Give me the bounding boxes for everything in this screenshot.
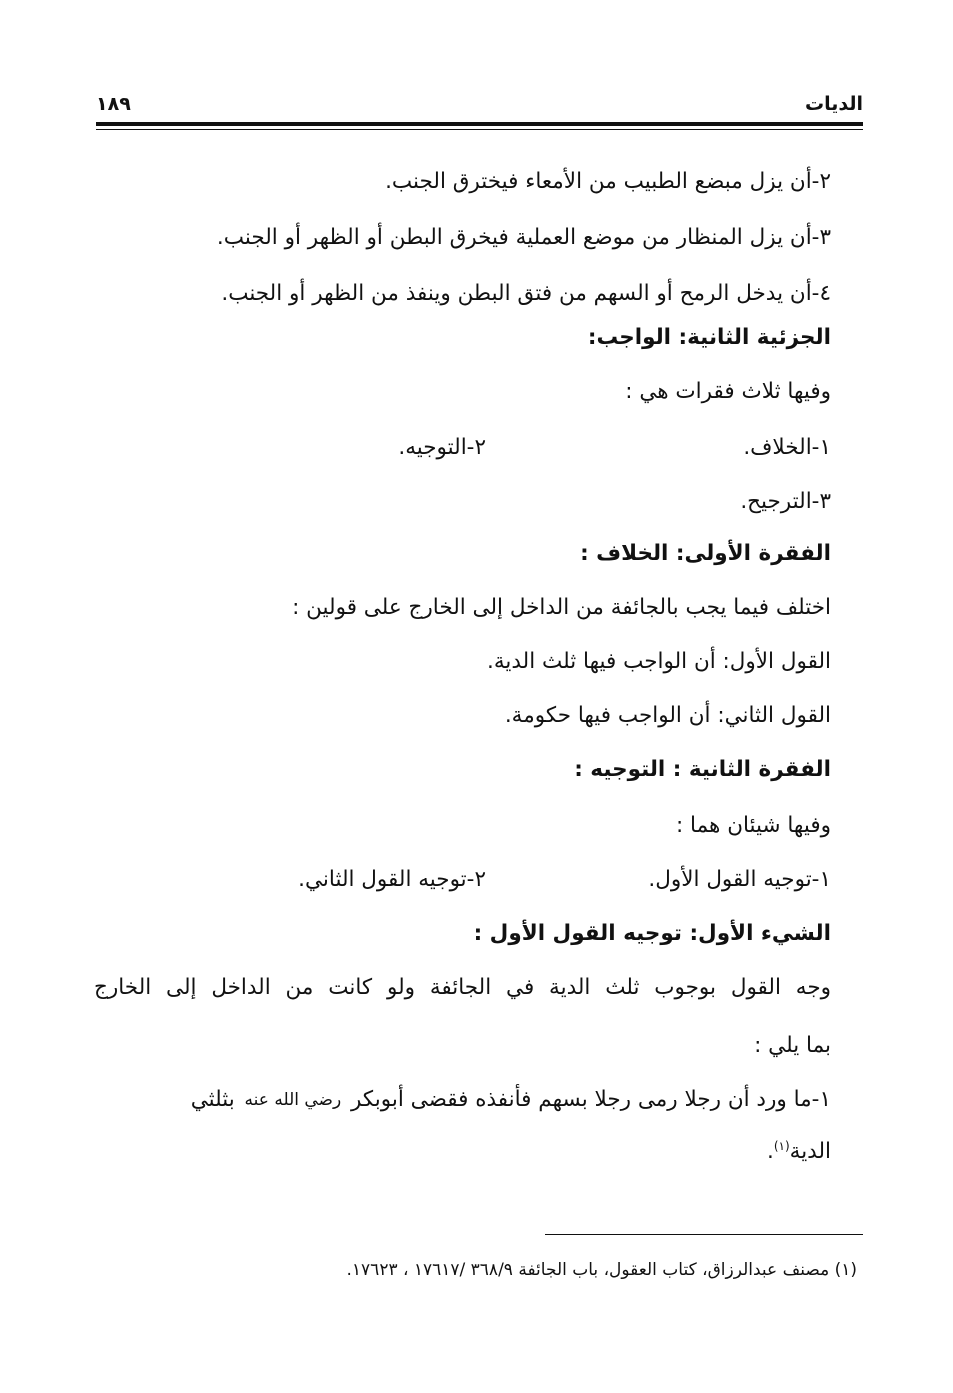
list-line-3: ٣-أن يزل المنظار من موضع العملية فيخرق البطن أو الظهر أو الجنب.: [216, 225, 831, 250]
section-heading-part-2: الجزئية الثانية: الواجب:: [587, 325, 831, 350]
dispute-intro: اختلف فيما يجب بالجائفة من الداخل إلى الخارج على قولين :: [292, 595, 831, 620]
honorific-glyph: رضي الله عنه: [244, 1090, 342, 1110]
justification-line-2: بما يلي :: [754, 1033, 831, 1058]
header-rule-thick: [96, 122, 863, 126]
section-heading-para-1: الفقرة الأولى: الخلاف :: [580, 541, 831, 566]
thing-1: ١-توجيه القول الأول.: [648, 867, 831, 892]
evidence-line-end: .: [767, 1139, 774, 1164]
evidence-line-2: [767, 1136, 831, 1168]
list-line-4: ٤-أن يدخل الرمح أو السهم من فتق البطن وينفذ من الظهر أو الجنب.: [221, 281, 831, 306]
section-heading-thing-1: الشيء الأول: توجيه القول الأول :: [473, 921, 831, 946]
thing-2: ٢-توجيه القول الثاني.: [298, 867, 486, 892]
opinion-2: القول الثاني: أن الواجب فيها حكومة.: [504, 703, 831, 728]
evidence-text-a: ١-ما ورد أن رجلا رمى رجلا بسهم فأنفذه فقضى أبوبكر: [351, 1087, 831, 1112]
footnote-marker: (١): [773, 1138, 790, 1153]
evidence-line-1: [191, 1084, 831, 1116]
footnote-separator: [545, 1234, 863, 1235]
list-item-1: ١-الخلاف.: [743, 435, 831, 460]
paragraph-intro: وفيها ثلاث فقرات هي :: [625, 379, 831, 404]
section-heading-para-2: الفقرة الثانية : التوجيه :: [574, 757, 831, 782]
header-rule-thin: [96, 129, 863, 130]
footnote-1: (١) مصنف عبدالرزاق، كتاب العقول، باب الجائفة ٣٦٨/٩ /١٧٦١٧ ، ١٧٦٢٣.: [346, 1260, 857, 1280]
two-things-intro: وفيها شيئان هما :: [675, 813, 831, 838]
evidence-text-b: بثلثي: [190, 1087, 235, 1112]
list-item-2: ٢-التوجيه.: [398, 435, 486, 460]
list-line-2: ٢-أن يزل مبضع الطبيب من الأمعاء فيخترق الجنب.: [385, 169, 831, 194]
page-number: ١٨٩: [96, 93, 131, 115]
opinion-1: القول الأول: أن الواجب فيها ثلث الدية.: [487, 649, 831, 674]
justification-line-1: وجه القول بوجوب ثلث الدية في الجائفة ولو كانت من الداخل إلى الخارج: [94, 975, 831, 1000]
evidence-text-c: الدية: [789, 1139, 831, 1164]
list-item-3: ٣-الترجيح.: [740, 489, 831, 514]
running-title: الديات: [805, 93, 863, 115]
